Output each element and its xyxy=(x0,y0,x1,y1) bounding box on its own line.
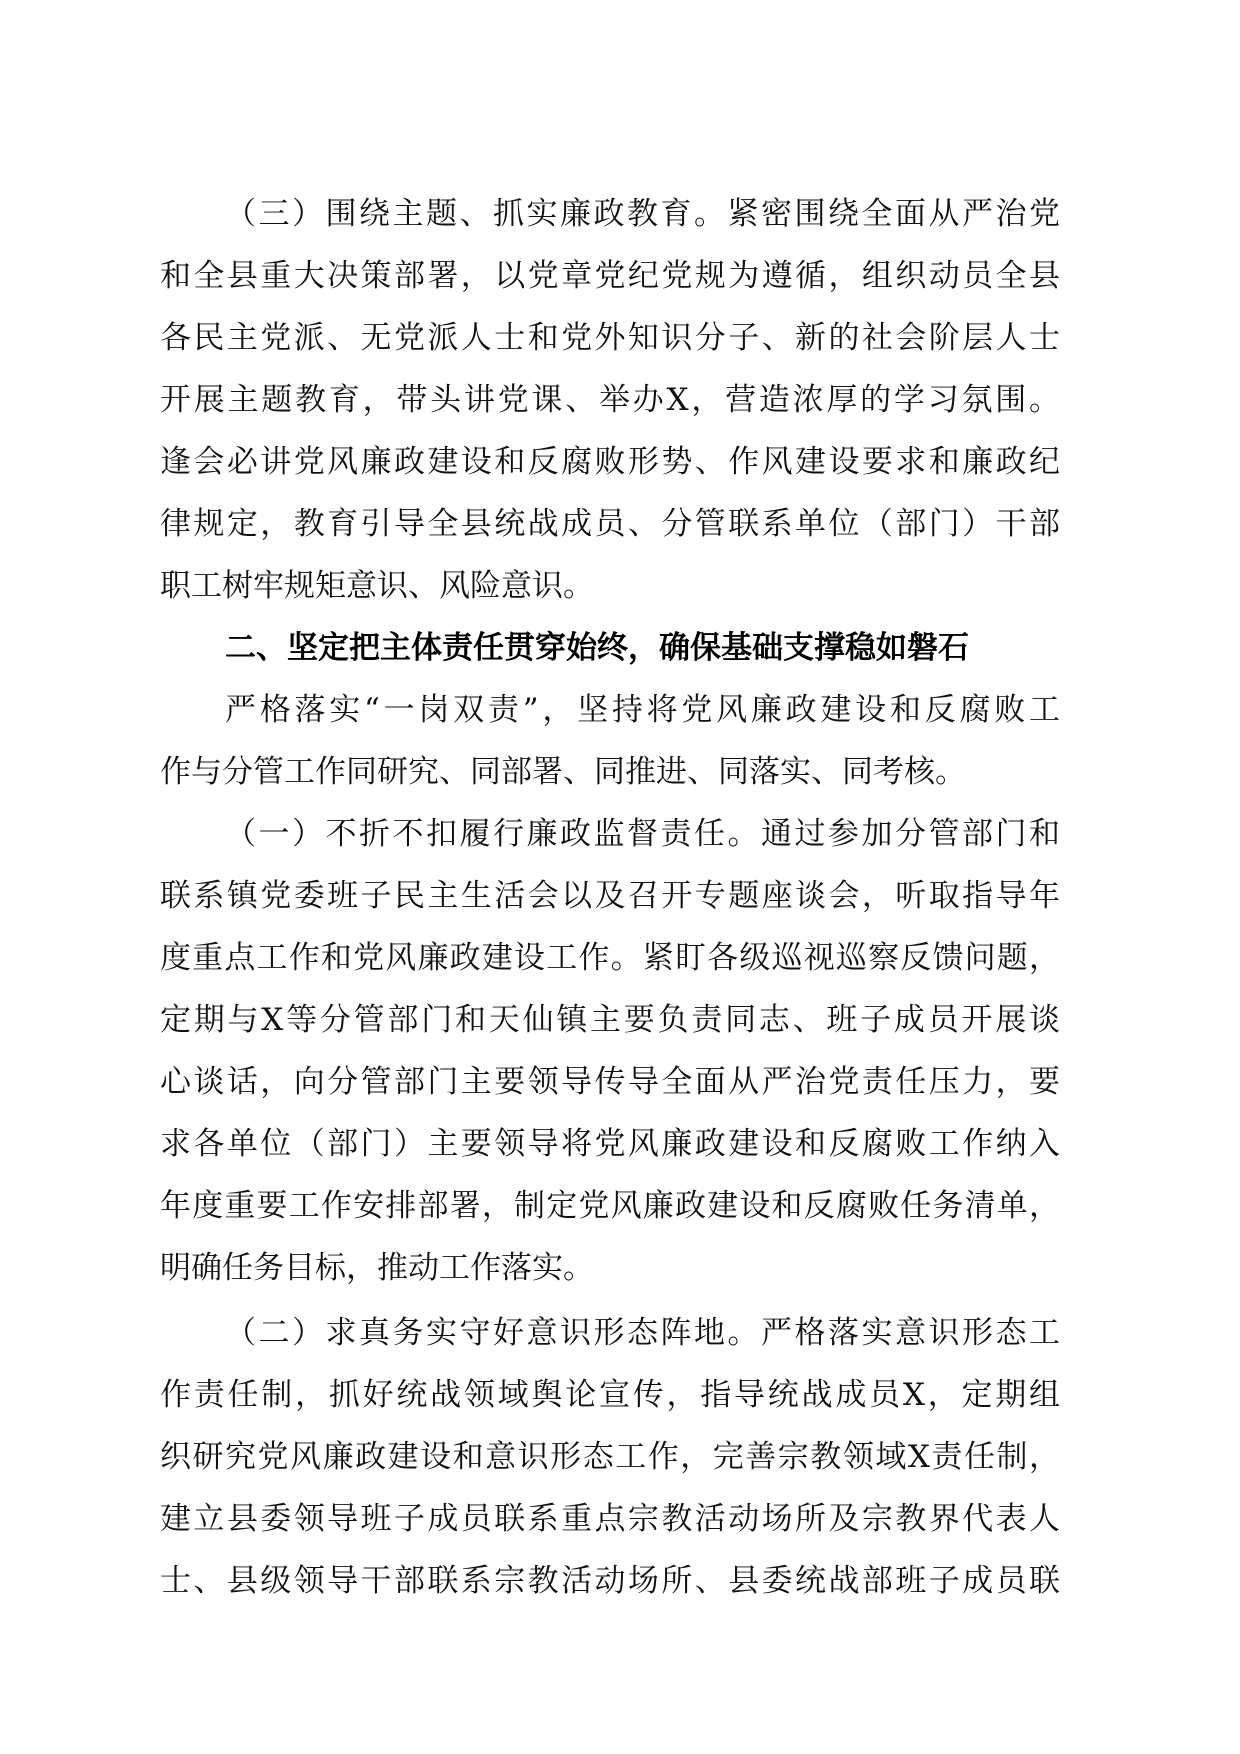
paragraph-line: 度重点工作和党风廉政建设工作。紧盯各级巡视巡察反馈问题， xyxy=(160,940,1060,976)
paragraph-line: 明确任务目标，推动工作落实。 xyxy=(160,1250,594,1286)
paragraph-line: 定期与X等分管部门和天仙镇主要负责同志、班子成员开展谈 xyxy=(160,1002,1060,1038)
paragraph-line: （三）围绕主题、抓实廉政教育。紧密围绕全面从严治党 xyxy=(225,196,1060,232)
paragraph-line: 心谈话，向分管部门主要领导传导全面从严治党责任压力，要 xyxy=(160,1064,1060,1100)
paragraph-line: （一）不折不扣履行廉政监督责任。通过参加分管部门和 xyxy=(225,816,1060,852)
paragraph-line: 和全县重大决策部署，以党章党纪党规为遵循，组织动员全县 xyxy=(160,258,1060,294)
paragraph-line: 律规定，教育引导全县统战成员、分管联系单位（部门）干部 xyxy=(160,506,1060,542)
paragraph-line: 年度重要工作安排部署，制定党风廉政建设和反腐败任务清单， xyxy=(160,1188,1060,1224)
paragraph-line: 士、县级领导干部联系宗教活动场所、县委统战部班子成员联 xyxy=(160,1563,1060,1599)
paragraph-line: 作与分管工作同研究、同部署、同推进、同落实、同考核。 xyxy=(160,754,966,790)
paragraph-line: 建立县委领导班子成员联系重点宗教活动场所及宗教界代表人 xyxy=(160,1501,1060,1537)
paragraph-line: 联系镇党委班子民主生活会以及召开专题座谈会，听取指导年 xyxy=(160,878,1060,914)
paragraph-line: 作责任制，抓好统战领域舆论宣传，指导统战成员X，定期组 xyxy=(160,1377,1060,1413)
paragraph-line: 开展主题教育，带头讲党课、举办X，营造浓厚的学习氛围。 xyxy=(160,382,1060,418)
paragraph-line: 逢会必讲党风廉政建设和反腐败形势、作风建设要求和廉政纪 xyxy=(160,444,1060,480)
section-heading: 二、坚定把主体责任贯穿始终，确保基础支撑稳如磐石 xyxy=(225,630,969,666)
paragraph-line: 职工树牢规矩意识、风险意识。 xyxy=(160,568,594,604)
paragraph-line: 织研究党风廉政建设和意识形态工作，完善宗教领域X责任制， xyxy=(160,1439,1060,1475)
paragraph-line: （二）求真务实守好意识形态阵地。严格落实意识形态工 xyxy=(225,1315,1060,1351)
paragraph-line: 严格落实“一岗双责”，坚持将党风廉政建设和反腐败工 xyxy=(225,692,1060,728)
paragraph-line: 求各单位（部门）主要领导将党风廉政建设和反腐败工作纳入 xyxy=(160,1126,1060,1162)
paragraph-line: 各民主党派、无党派人士和党外知识分子、新的社会阶层人士 xyxy=(160,320,1060,356)
